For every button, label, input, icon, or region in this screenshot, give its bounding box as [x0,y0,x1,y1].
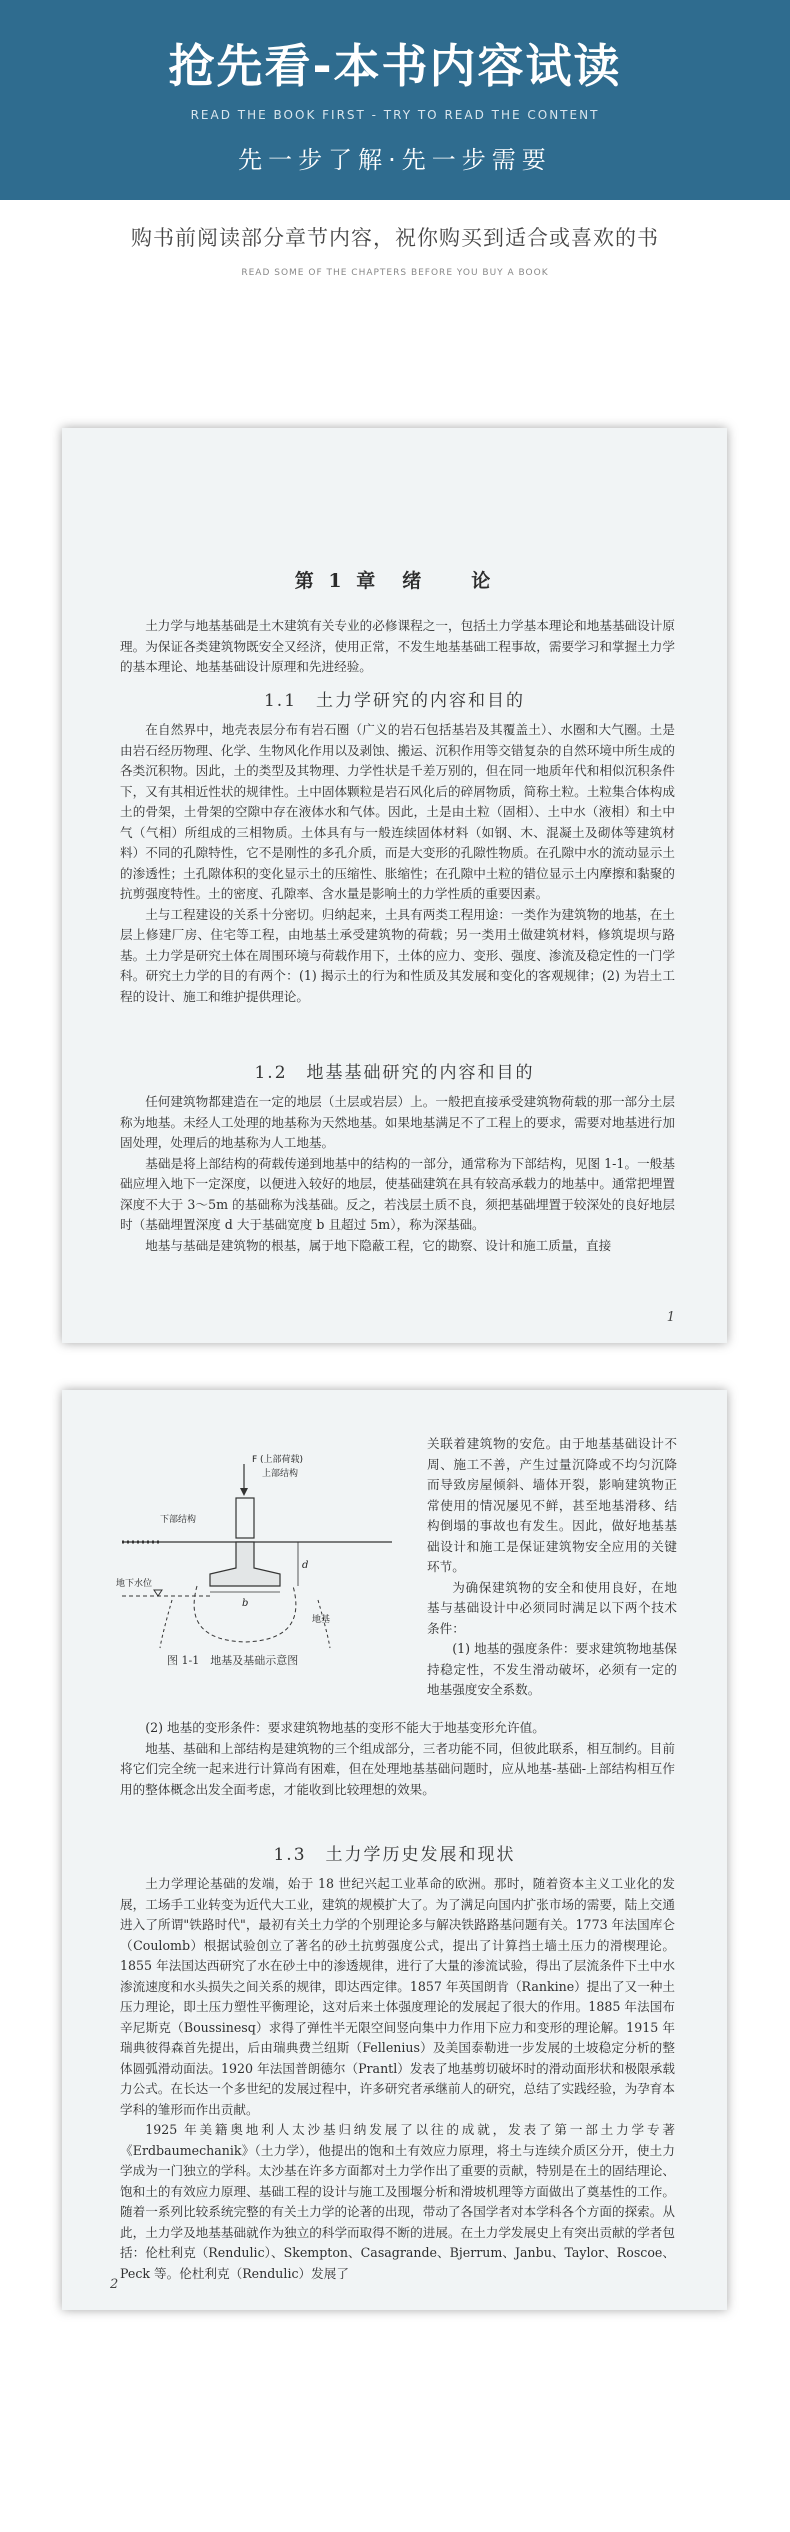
section-title-1-1: 1.1 土力学研究的内容和目的 [263,691,526,711]
conditions-body [120,1718,675,1800]
chapter-title: 第 1 章 绪 论 [294,570,495,592]
section-1-2-body [120,1092,675,1256]
paragraph: 土力学与地基基础是土木建筑有关专业的必修课程之一，包括土力学基本理论和地基基础设计原理。为保证各类建筑物既安全又经济，使用正常，不发生地基基础工程事故，需要学习和掌握土力学的基本理论、地基基础设计原理和先进经验。 [120,618,675,674]
label-load: F (上部荷载) [252,1455,304,1465]
chapter-intro [120,616,675,678]
header-banner [0,0,790,200]
page-number: 2 [110,2277,119,2292]
promo-text: 购书前阅读部分章节内容，祝你购买到适合或喜欢的书 [131,226,659,250]
paragraph: 1925 年美籍奥地利人太沙基归纳发展了以往的成就，发表了第一部土力学专著《Erdbaumechanik》（土力学），他提出的饱和土有效应力原理，将土与连续介质区分开，使土力学成为一门独立的学科。太沙基在许多方面都对土力学作出了重要的贡献，特别是在土的固结理论、饱和土的有效应力原理、基础工程的设计与施工及围堰分析和滑坡机理等方面做出了奠基性的工作。随着一系列比较系统完整的有关土力学的论著的出现，带动了各国学者对本学科各个方面的探索。从此，土力学及地基基础就作为独立的科学而取得不断的进展。在土力学发展史上有突出贡献的学者包括：伦杜利克（Rendulic）、Skempton、Casagrande、Bjerrum、Janbu、Taylor、Roscoe、Peck 等。伦杜利克（Rendulic）发展了 [120,2122,675,2281]
label-depth: d [302,1560,309,1571]
figure-caption: 图 1-1 地基及基础示意图 [167,1654,299,1667]
stress-bulb [194,1586,296,1642]
section-title-1-3: 1.3 土力学历史发展和现状 [273,1845,516,1865]
right-column-text [427,1434,677,1701]
banner-subtitle: READ THE BOOK FIRST - TRY TO READ THE CONTENT [190,108,600,122]
label-foundation-soil: 地基 [312,1615,331,1625]
label-water-level: 地下水位 [116,1579,153,1589]
paragraph: 地基、基础和上部结构是建筑物的三个组成部分，三者功能不同，但彼此联系，相互制约。目前将它们完全统一起来进行计算尚有困难，但在处理地基基础问题时，应从地基-基础-上部结构相互作用的整体概念出发全面考虑，才能收到比较理想的效果。 [120,1740,675,1797]
paragraph: 基础是将上部结构的荷载传递到地基中的结构的一部分，通常称为下部结构，见图 1-1。一般基础应埋入地下一定深度，以便进入较好的地层，使基础建筑在具有较高承载力的地基中。通常把埋置深度不大于 3～5m 的基础称为浅基础。反之，若浅层土质不良，须把基础埋置于较深处的良好地层时（基础埋置深度 d 大于基础宽度 b 且超过 5m），称为深基础。 [120,1155,675,1232]
water-level-marker [154,1590,162,1596]
book-page-2 [62,1390,727,2310]
banner-title: 抢先看-本书内容试读 [168,39,622,93]
page-number: 1 [666,1310,675,1325]
paragraph: 关联着建筑物的安危。由于地基基础设计不周、施工不善，产生过量沉降或不均匀沉降而导致房屋倾斜、墙体开裂，影响建筑物正常使用的情况屡见不鲜，甚至地基滑移、结构倒塌的事故也有发生。因此，做好地基基础设计和施工是保证建筑物安全应用的关键环节。 [427,1436,677,1574]
paragraph: (2) 地基的变形条件：要求建筑物地基的变形不能大于地基变形允许值。 [145,1720,545,1735]
section-1-3-body [120,1874,675,2284]
label-substructure: 下部结构 [160,1515,197,1525]
paragraph: 为确保建筑物的安全和使用良好，在地基与基础设计中必须同时满足以下两个技术条件： [427,1579,677,1636]
paragraph: (1) 地基的强度条件：要求建筑物地基保持稳定性，不发生滑动破坏，必须有一定的地基强度安全系数。 [427,1641,677,1697]
label-width: b [242,1598,249,1609]
book-page-1 [62,428,727,1343]
paragraph: 在自然界中，地壳表层分布有岩石圈（广义的岩石包括基岩及其覆盖土）、水圈和大气圈。土是由岩石经历物理、化学、生物风化作用以及剥蚀、搬运、沉积作用等交错复杂的自然环境中所生成的各类沉积物。因此，土的类型及其物理、力学性状是千差万别的，但在同一地质年代和相似沉积条件下，又有其相近性状的规律性。土中固体颗粒是岩石风化后的碎屑物质，简称土粒。土粒集合体构成土的骨架，土骨架的空隙中存在液体水和气体。因此，土是由土粒（固相）、土中水（液相）和土中气（气相）所组成的三相物质。土体具有与一般连续固体材料（如钢、木、混凝土及砌体等建筑材料）不同的孔隙特性，它不是刚性的多孔介质，而是大变形的孔隙性物质。在孔隙中水的流动显示土的渗透性；土孔隙体积的变化显示土的压缩性、胀缩性；在孔隙中土粒的错位显示土内摩擦和黏聚的抗剪强度特性。土的密度、孔隙率、含水量是影响土的力学性质的重要因素。 [120,722,675,901]
section-1-1-body [120,720,675,1007]
banner-tagline: 先一步了解·先一步需要 [238,146,552,174]
foundation-diagram [102,1450,412,1650]
section-title-1-2: 1.2 地基基础研究的内容和目的 [254,1063,535,1083]
superstructure-column [236,1498,254,1538]
paragraph: 土力学理论基础的发端，始于 18 世纪兴起工业革命的欧洲。那时，随着资本主义工业化的发展，工场手工业转变为近代大工业，建筑的规模扩大了。为了满足向国内扩张市场的需要，陆上交通进入了所谓"铁路时代"，最初有关土力学的个别理论多与解决铁路路基问题有关。1773 年法国库仑（Coulomb）根据试验创立了著名的砂土抗剪强度公式，提出了计算挡土墙土压力的滑楔理论。1855 年法国达西研究了水在砂土中的渗透规律，进行了大量的渗流试验，得出了层流条件下土中水渗流速度和水头损失之间关系的规律，即达西定律。1857 年英国朗肯（Rankine）提出了又一种土压力理论，即土压力塑性平衡理论，这对后来土体强度理论的发展起了很大的作用。1885 年法国布辛尼斯克（Boussinesq）求得了弹性半无限空间竖向集中力作用下应力和变形的理论解。1915 年瑞典彼得森首先提出，后由瑞典费兰纽斯（Fellenius）及美国泰勒进一步发展的土坡稳定分析的整体圆弧滑动面法。1920 年法国普朗德尔（Prantl）发表了地基剪切破坏时的滑动面形状和极限承载力公式。在长达一个多世纪的发展过程中，许多研究者承继前人的研究，总结了实践经验，为孕育本学科的雏形而作出贡献。 [120,1876,675,2117]
load-arrow-head [240,1488,248,1496]
promo-subtext: READ SOME OF THE CHAPTERS BEFORE YOU BUY A BOOK [241,268,549,278]
paragraph: 土与工程建设的关系十分密切。归纳起来，土具有两类工程用途：一类作为建筑物的地基，在土层上修建厂房、住宅等工程，由地基土承受建筑物的荷载；另一类用土做建筑材料，修筑堤坝与路基。土力学是研究土体在周围环境与荷载作用下，土体的应力、变形、强度、渗流及稳定性的一门学科。研究土力学的目的有两个：(1) 揭示土的行为和性质及其发展和变化的客观规律；(2) 为岩土工程的设计、施工和维护提供理论。 [120,906,675,1004]
paragraph: 任何建筑物都建造在一定的地层（土层或岩层）上。一般把直接承受建筑物荷载的那一部分土层称为地基。未经人工处理的地基称为天然地基。如果地基满足不了工程上的要求，需要对地基进行加固处理，处理后的地基称为人工地基。 [120,1094,675,1150]
footing [210,1542,280,1586]
paragraph: 地基与基础是建筑物的根基，属于地下隐蔽工程，它的勘察、设计和施工质量，直接 [145,1237,612,1253]
label-superstructure: 上部结构 [262,1469,299,1479]
